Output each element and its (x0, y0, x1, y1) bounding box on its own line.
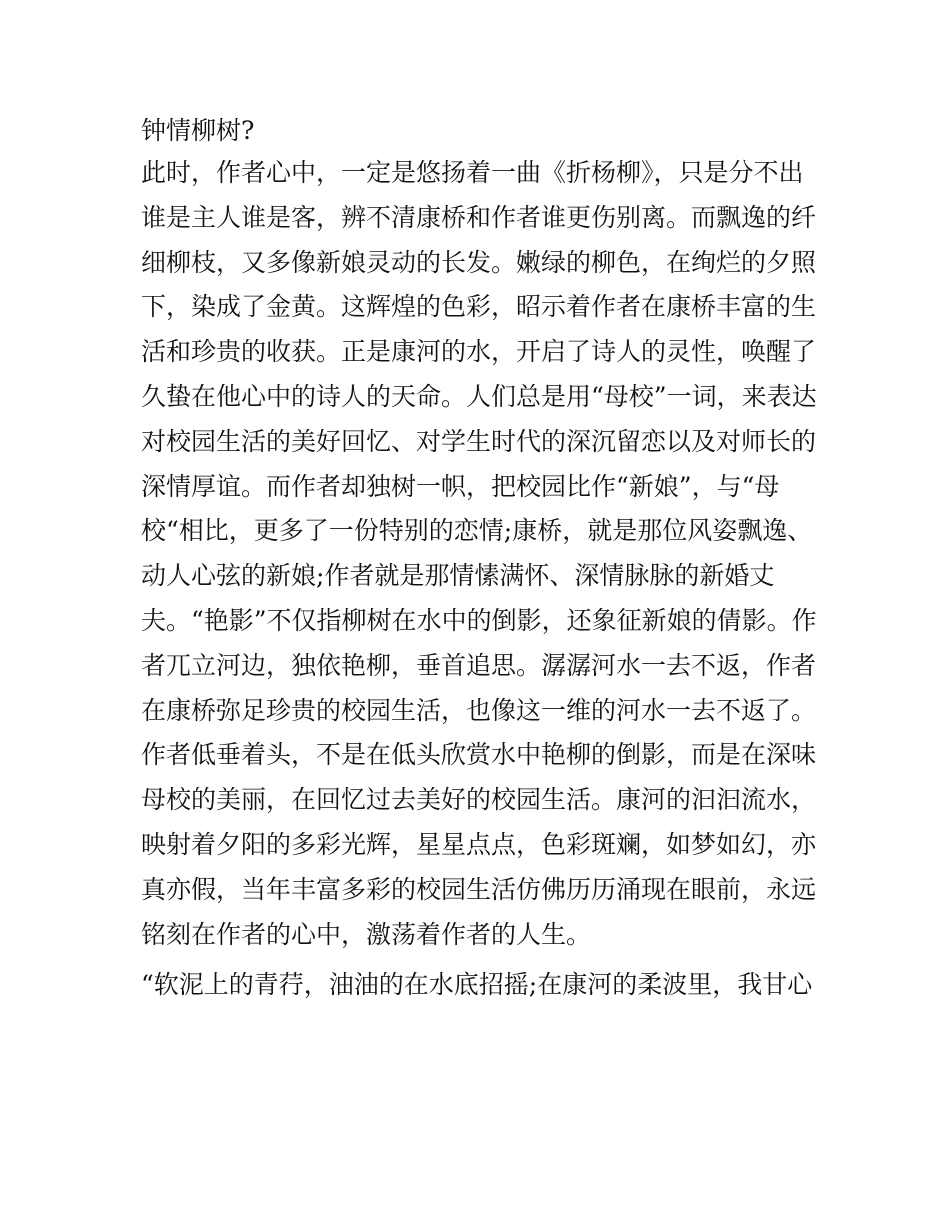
text-line: 下，染成了金黄。这辉煌的色彩，昭示着作者在康桥丰富的生 (141, 292, 817, 322)
text-line: 谁是主人谁是客，辨不清康桥和作者谁更伤别离。而飘逸的纤 (141, 202, 817, 232)
text-line: “软泥上的青荇，油油的在水底招摇;在康河的柔波里，我甘心 (141, 970, 813, 1000)
text-line: 久蛰在他心中的诗人的天命。人们总是用“母校”一词，来表达 (141, 381, 817, 411)
text-line: 作者低垂着头，不是在低头欣赏水中艳柳的倒影，而是在深味 (141, 740, 817, 770)
text-line: 细柳枝，又多像新娘灵动的长发。嫩绿的柳色，在绚烂的夕照 (141, 247, 817, 277)
text-line: 铭刻在作者的心中，激荡着作者的人生。 (141, 919, 592, 949)
text-line: 母校的美丽，在回忆过去美好的校园生活。康河的汩汩流水， (141, 785, 817, 815)
text-line: 夫。“艳影”不仅指柳树在水中的倒影，还象征新娘的倩影。作 (141, 605, 817, 635)
text-line: 真亦假，当年丰富多彩的校园生活仿佛历历涌现在眼前，永远 (141, 874, 817, 904)
text-line: 此时，作者心中，一定是悠扬着一曲《折杨柳》，只是分不出 (141, 158, 804, 187)
text-line: 动人心弦的新娘;作者就是那情愫满怀、深情脉脉的新婚丈 (141, 561, 775, 591)
text-line: 深情厚谊。而作者却独树一帜，把校园比作“新娘”，与“母 (141, 471, 780, 501)
essay-text (141, 111, 821, 1008)
text-line: 者兀立河边，独依艳柳，垂首追思。潺潺河水一去不返，作者 (141, 650, 817, 680)
text-line: 映射着夕阳的多彩光辉，星星点点，色彩斑斓，如梦如幻，亦 (141, 829, 817, 859)
text-line: 对校园生活的美好回忆、对学生时代的深沉留恋以及对师长的 (141, 426, 817, 456)
text-line: 校“相比，更多了一份特别的恋情;康桥，就是那位风姿飘逸、 (141, 516, 813, 546)
text-line: 在康桥弥足珍贵的校园生活，也像这一维的河水一去不返了。 (141, 695, 817, 725)
text-line: 钟情柳树? (141, 116, 255, 145)
text-line: 活和珍贵的收获。正是康河的水，开启了诗人的灵性，唤醒了 (141, 337, 817, 367)
